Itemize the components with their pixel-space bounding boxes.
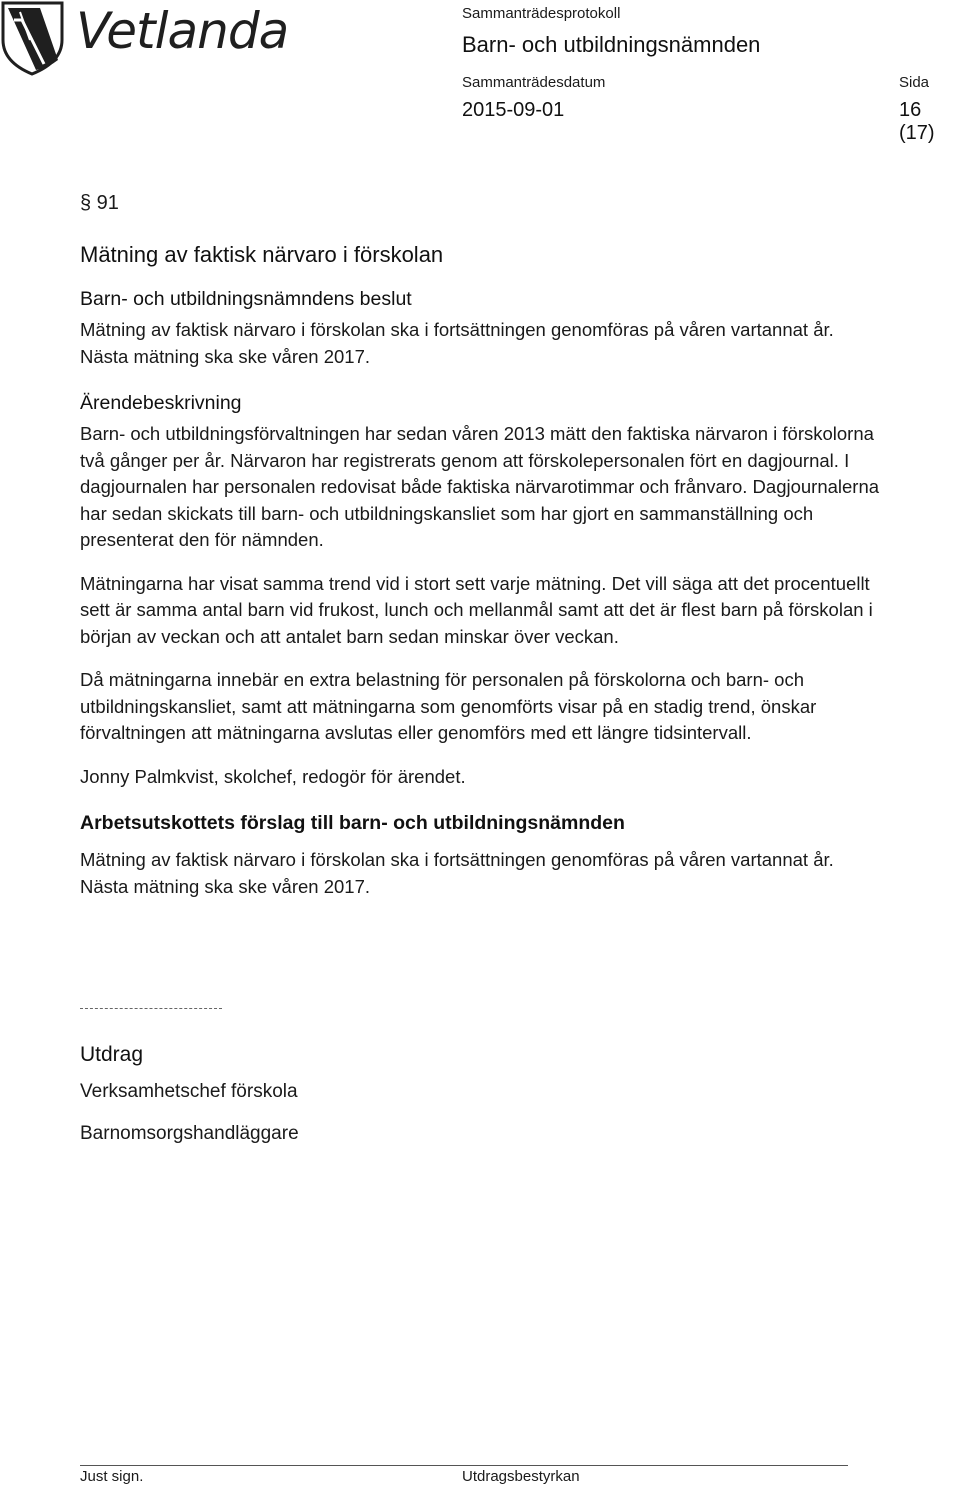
committee-name: Barn- och utbildningsnämnden bbox=[462, 32, 761, 57]
footer-divider bbox=[80, 1465, 848, 1466]
description-paragraph-1: Barn- och utbildningsförvaltningen har sedan våren 2013 mätt den faktiska närvaron i förskolorna två gånger per år. Närvaron har registrerats genom att förskolepersonalen fört en dagjournal. I dagjournalen har personalen redovisat både faktiska närvarotimmar och frånvaro. Dagjournalerna har sedan skickats till barn- och utbildningskansliet som har gjort en sammanställning och presenterat den för nämnden. bbox=[80, 423, 880, 550]
page-label: Sida bbox=[899, 74, 930, 91]
description-paragraph-3: Då mätningarna innebär en extra belastning för personalen på förskolorna och barn- och utbildningskansliet, samt att mätningarna som genomförts visar på en stadig trend, önskar förvaltningen att mätningarna avslutas eller genomförs med ett längre tidsintervall. bbox=[80, 669, 817, 743]
description-paragraph-2: Mätningarna har visat samma trend vid i stort sett varje mätning. Det vill säga att det procentuellt sett är samma antal barn vid frukost, lunch och mellanmål samt att det är flest barn på förskolan i början av veckan och att antalet barn sedan minskar över veckan. bbox=[80, 572, 873, 647]
proposal-text: Mätning av faktisk närvaro i förskolan ska i fortsättningen genomföras på våren vartannat år. Nästa mätning ska ske våren 2017. bbox=[80, 849, 834, 897]
meeting-date-label: Sammanträdesdatum bbox=[462, 74, 606, 91]
decision-heading: Barn- och utbildningsnämndens beslut bbox=[80, 288, 412, 310]
signature-label: Just sign. bbox=[80, 1468, 144, 1485]
description-heading: Ärendebeskrivning bbox=[80, 392, 242, 414]
page-number: 16 (17) bbox=[899, 99, 935, 144]
meeting-date: 2015-09-01 bbox=[462, 99, 565, 121]
description-paragraph-4: Jonny Palmkvist, skolchef, redogör för ärendet. bbox=[80, 765, 466, 787]
protocol-label: Sammanträdesprotokoll bbox=[462, 5, 621, 22]
section-number: § 91 bbox=[80, 192, 119, 214]
decision-text: Mätning av faktisk närvaro i förskolan ska i fortsättningen genomföras på våren vartannat år. Nästa mätning ska ske våren 2017. bbox=[80, 319, 834, 367]
extract-heading: Utdrag bbox=[80, 1043, 144, 1066]
extract-recipient: Barnomsorgshandläggare bbox=[80, 1123, 299, 1144]
extract-certification-label: Utdragsbestyrkan bbox=[462, 1468, 580, 1485]
extract-recipient: Verksamhetschef förskola bbox=[80, 1081, 298, 1102]
section-title: Mätning av faktisk närvaro i förskolan bbox=[80, 242, 444, 267]
coat-of-arms-icon bbox=[0, 0, 70, 76]
separator-line bbox=[80, 1008, 222, 1009]
municipality-logo bbox=[0, 0, 290, 80]
document-body bbox=[80, 192, 880, 900]
logo-wordmark: Vetlanda bbox=[76, 2, 289, 60]
proposal-heading: Arbetsutskottets förslag till barn- och utbildningsnämnden bbox=[80, 812, 625, 834]
